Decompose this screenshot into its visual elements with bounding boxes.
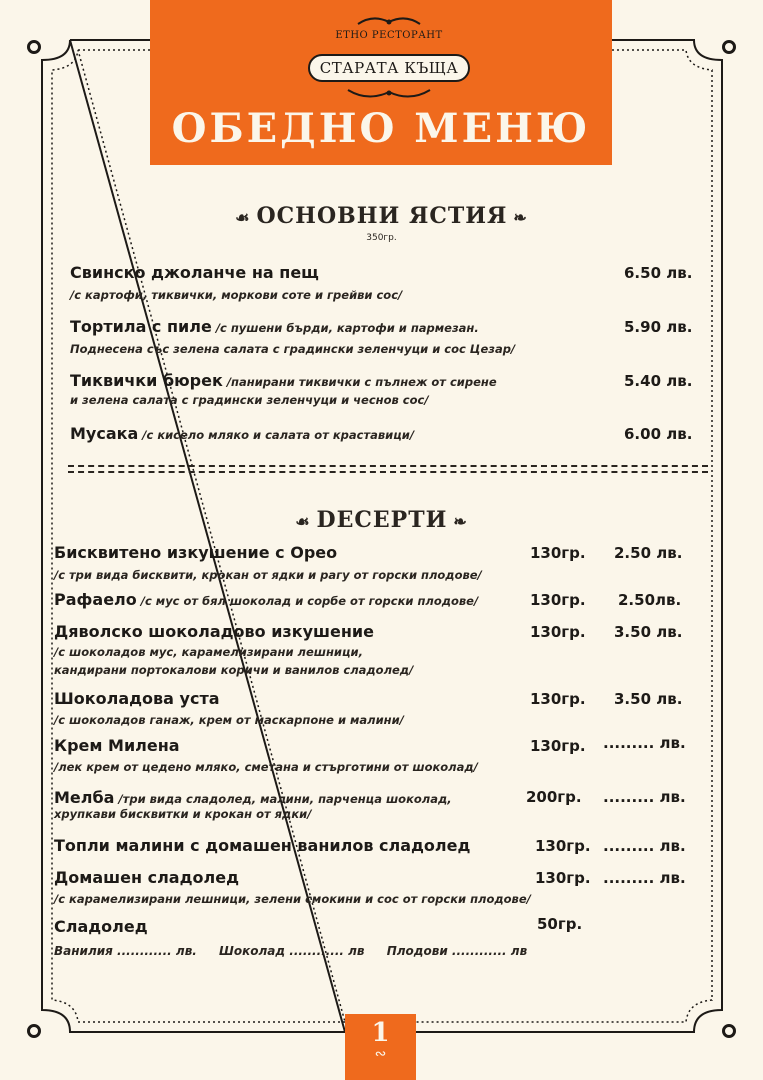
flavor-chocolate: Шоколад ............ лв — [219, 944, 365, 958]
dessert-weight: 130гр. — [535, 869, 591, 887]
dessert-weight: 130гр. — [530, 544, 586, 562]
dessert-description: /лек крем от цедено мляко, сметана и стърготини от шоколад/ — [54, 760, 478, 774]
dish-price: 5.90 лв. — [624, 318, 693, 336]
dish-description: /с пушени бърди, картофи и пармезан. — [211, 321, 479, 335]
dessert-description: /с мус от бял шоколад и сорбе от горски плодове/ — [136, 594, 479, 608]
dessert-description: /с три вида бисквити, крокан от ядки и рагу от горски плодове/ — [54, 568, 482, 582]
dessert-weight: 130гр. — [535, 837, 591, 855]
ornament-right-icon: ❧ — [453, 512, 468, 531]
corner-dot-bottom-right — [722, 1024, 736, 1038]
dessert-name: Домашен сладолед — [54, 868, 239, 887]
dessert-description: /с шоколадов мус, карамелизирани лешници, — [54, 645, 363, 659]
dessert-price: ......... лв. — [603, 869, 686, 887]
main-dishes-weight: 350гр. — [366, 233, 397, 243]
dessert-description: /с карамелизирани лешници, зелени смокини и сос от горски плодове/ — [54, 892, 531, 906]
dessert-name: Крем Милена — [54, 736, 180, 755]
dessert-name: Топли малини с домашен ванилов сладолед — [54, 836, 471, 855]
dessert-weight: 200гр. — [526, 788, 582, 806]
dish-description-line2: Поднесена със зелена салата с градински зеленчуци и сос Цезар/ — [70, 342, 516, 356]
ornament-left-icon: ☙ — [235, 208, 251, 227]
desserts-title: ☙ DЕСЕРТИ ❧ — [295, 507, 468, 533]
dessert-name: Мелба /три вида сладолед, малини, парченца шоколад, — [54, 788, 452, 807]
section-divider — [68, 465, 708, 473]
dish-description: /с кисело мляко и салата от краставици/ — [138, 428, 415, 442]
restaurant-name: СТАРАТА КЪЩА — [308, 54, 470, 82]
main-dishes-title: ☙ ОСНОВНИ ЯСТИЯ ❧ — [235, 203, 528, 229]
dish-name: Мусака /с кисело мляко и салата от краставици/ — [70, 424, 415, 443]
menu-title: ОБЕДНО МЕНЮ — [171, 105, 591, 152]
restaurant-subtitle: ЕТНО РЕСТОРАНТ — [335, 30, 443, 41]
dessert-description: /с шоколадов ганаж, крем от маскарпоне и малини/ — [54, 713, 404, 727]
page-number: 1 — [371, 1018, 390, 1048]
dessert-name: Рафаело /с мус от бял шоколад и сорбе от горски плодове/ — [54, 590, 479, 609]
dessert-price: ......... лв. — [603, 788, 686, 806]
dessert-weight: 130гр. — [530, 591, 586, 609]
dish-price: 6.50 лв. — [624, 264, 693, 282]
dessert-description: /три вида сладолед, малини, парченца шоколад, — [114, 792, 452, 806]
ornament-left-icon: ☙ — [295, 512, 311, 531]
dessert-weight: 130гр. — [530, 737, 586, 755]
dish-price: 6.00 лв. — [624, 425, 693, 443]
dish-description: /панирани тиквички с пълнеж от сирене — [222, 375, 497, 389]
dessert-weight: 50гр. — [537, 915, 583, 933]
dessert-name: Сладолед — [54, 917, 148, 936]
dessert-price: 2.50лв. — [618, 591, 682, 609]
flavor-vanilla: Ванилия ............ лв. — [54, 944, 197, 958]
restaurant-logo — [298, 14, 480, 102]
logo-ornament-bottom-icon — [298, 84, 480, 104]
dessert-name: Шоколадова уста — [54, 689, 220, 708]
dish-name: Свинско джоланче на пещ — [70, 263, 319, 282]
corner-dot-bottom-left — [27, 1024, 41, 1038]
dessert-weight: 130гр. — [530, 623, 586, 641]
dish-name: Тиквички бюрек /панирани тиквички с пълнеж от сирене — [70, 371, 497, 390]
flavor-fruit: Плодови ............ лв — [386, 944, 528, 958]
page-ornament-icon: ∾ — [374, 1046, 387, 1062]
dessert-description-line2: кандирани портокалови коричи и ванилов сладолед/ — [54, 663, 414, 677]
dish-description: /с картофи, тиквички, моркови соте и грейви сос/ — [70, 288, 403, 302]
dessert-weight: 130гр. — [530, 690, 586, 708]
page-number-box — [345, 1014, 416, 1080]
dish-price: 5.40 лв. — [624, 372, 693, 390]
icecream-flavors — [54, 944, 545, 958]
dessert-price: 2.50 лв. — [614, 544, 683, 562]
dish-name: Тортила с пиле /с пушени бърди, картофи и пармезан. — [70, 317, 479, 336]
logo-ornament-top-icon — [298, 14, 480, 30]
dessert-name: Бисквитено изкушение с Орео — [54, 543, 338, 562]
dessert-price: 3.50 лв. — [614, 623, 683, 641]
dish-description-line2: и зелена салата с градински зеленчуци и чеснов сос/ — [70, 393, 429, 407]
ornament-right-icon: ❧ — [513, 208, 528, 227]
dessert-description-line2: хрупкави бисквитки и крокан от ядки/ — [54, 807, 312, 821]
dessert-price: 3.50 лв. — [614, 690, 683, 708]
dessert-price: ......... лв. — [603, 837, 686, 855]
corner-dot-top-right — [722, 40, 736, 54]
dessert-price: ......... лв. — [603, 734, 686, 752]
dessert-name: Дяволско шоколадово изкушение — [54, 622, 374, 641]
corner-dot-top-left — [27, 40, 41, 54]
